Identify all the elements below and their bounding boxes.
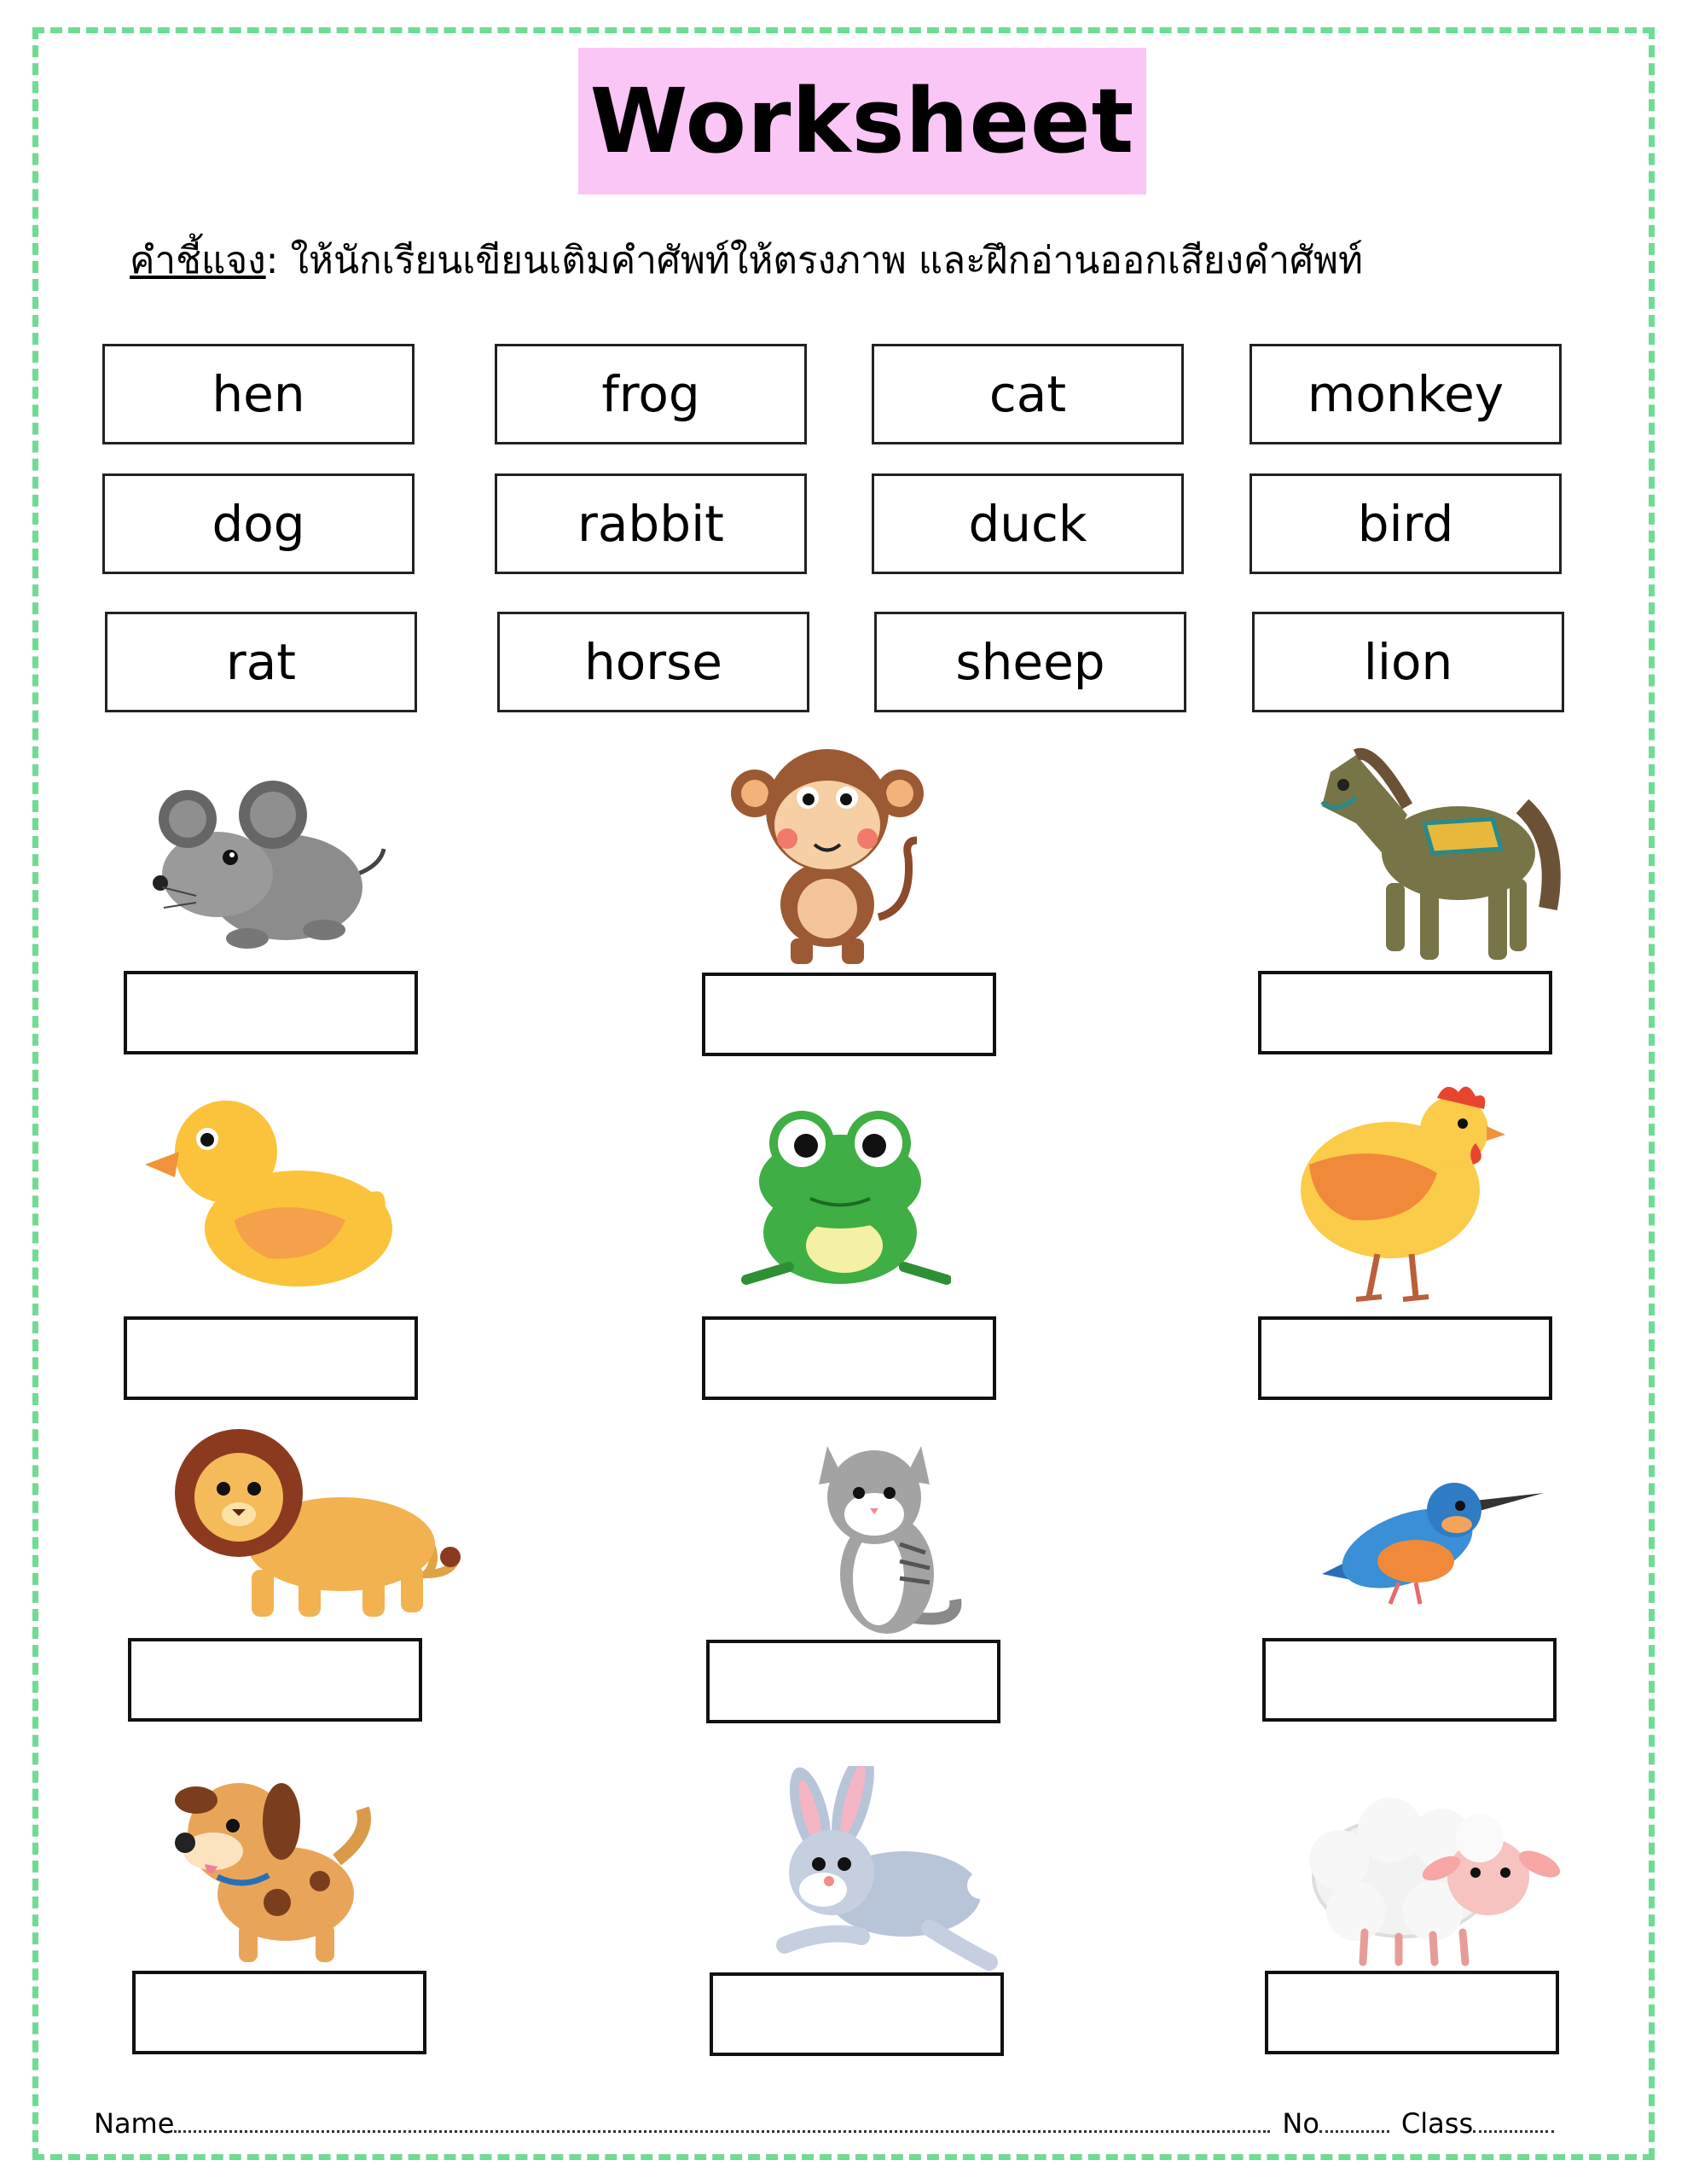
answer-box[interactable] bbox=[1258, 971, 1552, 1054]
word-box bbox=[1249, 344, 1562, 444]
answer-box[interactable] bbox=[710, 1972, 1004, 2056]
mouse-icon bbox=[136, 768, 392, 964]
number-label: No bbox=[1282, 2107, 1319, 2140]
answer-box[interactable] bbox=[124, 1316, 418, 1400]
word-label: rat bbox=[225, 633, 297, 691]
dog-icon bbox=[166, 1774, 380, 1971]
student-info-footer bbox=[94, 2107, 1595, 2140]
class-label: Class bbox=[1400, 2107, 1474, 2140]
word-box bbox=[1249, 473, 1562, 574]
rabbit-icon bbox=[759, 1766, 998, 1975]
word-label: hen bbox=[212, 365, 305, 423]
name-field[interactable] bbox=[174, 2111, 1270, 2133]
class-field[interactable] bbox=[1473, 2111, 1554, 2133]
bird-icon bbox=[1305, 1463, 1544, 1608]
word-label: dog bbox=[212, 495, 305, 553]
answer-box[interactable] bbox=[702, 1316, 996, 1400]
answer-box[interactable] bbox=[706, 1640, 1000, 1723]
word-label: frog bbox=[601, 365, 700, 423]
name-label: Name bbox=[94, 2107, 175, 2140]
word-label: monkey bbox=[1307, 365, 1505, 423]
instructions bbox=[130, 230, 1363, 290]
horse-icon bbox=[1305, 738, 1561, 968]
word-box bbox=[102, 473, 415, 574]
page-title: Worksheet bbox=[589, 69, 1135, 173]
cat-icon bbox=[806, 1433, 964, 1642]
word-label: bird bbox=[1357, 495, 1454, 553]
word-label: horse bbox=[584, 633, 722, 691]
duck-icon bbox=[141, 1092, 397, 1297]
answer-box[interactable] bbox=[1262, 1638, 1557, 1722]
instruction-label: คำชี้แจง bbox=[130, 239, 266, 282]
word-box bbox=[497, 612, 809, 712]
word-label: lion bbox=[1363, 633, 1453, 691]
word-label: cat bbox=[989, 365, 1067, 423]
word-label: rabbit bbox=[577, 495, 724, 553]
sheep-icon bbox=[1305, 1792, 1561, 1966]
word-box bbox=[872, 473, 1184, 574]
word-box bbox=[874, 612, 1186, 712]
hen-icon bbox=[1292, 1079, 1514, 1314]
answer-box[interactable] bbox=[1265, 1971, 1559, 2054]
word-box bbox=[495, 344, 807, 444]
word-box bbox=[1252, 612, 1564, 712]
instruction-text: : ให้นักเรียนเขียนเติมคำศัพท์ให้ตรงภาพ และฝึกอ่านออกเสียงคำศัพท์ bbox=[265, 239, 1364, 282]
word-box bbox=[495, 473, 807, 574]
answer-box[interactable] bbox=[132, 1971, 426, 2054]
answer-box[interactable] bbox=[1258, 1316, 1552, 1400]
word-box bbox=[102, 344, 415, 444]
word-box bbox=[105, 612, 417, 712]
answer-box[interactable] bbox=[128, 1638, 422, 1722]
word-box bbox=[872, 344, 1184, 444]
answer-box[interactable] bbox=[124, 971, 418, 1054]
word-label: sheep bbox=[955, 633, 1105, 691]
frog-icon bbox=[738, 1105, 951, 1288]
title-banner bbox=[578, 48, 1146, 195]
number-field[interactable] bbox=[1319, 2111, 1389, 2133]
monkey-icon bbox=[729, 746, 925, 968]
answer-box[interactable] bbox=[702, 973, 996, 1056]
word-label: duck bbox=[968, 495, 1087, 553]
lion-icon bbox=[171, 1429, 461, 1625]
